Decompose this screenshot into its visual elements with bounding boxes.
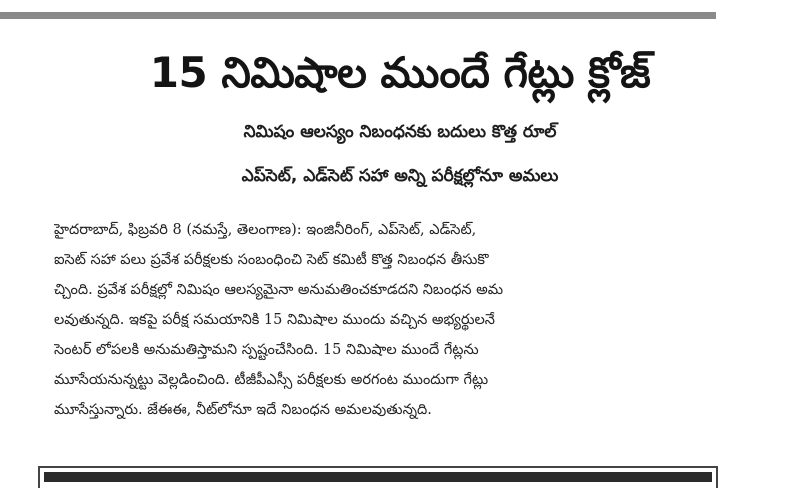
photo-frame-edge — [38, 466, 718, 488]
body-line: సెంటర్ లోపలకి అనుమతిస్తామని స్పష్టంచేసింది. 15 నిమిషాల ముందే గేట్లను — [54, 342, 479, 358]
article-body — [54, 215, 718, 425]
body-line: హైదరాబాద్, ఫిబ్రవరి 8 (నమస్తే, తెలంగాణ): ఇంజినీరింగ్, ఎప్‌సెట్, ఎడ్‌సెట్, — [54, 222, 477, 238]
body-line: లవుతున్నది. ఇకపై పరీక్ష సమయానికి 15 నిమిషాల ముందు వచ్చిన అభ్యర్థులనే — [54, 312, 495, 328]
body-line: మూసేయనున్నట్టు వెల్లడించింది. టీజీపీఎస్సీ పరీక్షలకు అరగంట ముందుగా గేట్లు — [54, 372, 489, 388]
headline: 15 నిమిషాల ముందే గేట్లు క్లోజ్ — [149, 48, 651, 97]
body-line: మూసేస్తున్నారు. జేఈఈ, నీట్‌లోనూ ఇదే నిబంధన అమలవుతున్నది. — [54, 402, 432, 418]
subheading-2: ఎప్‌సెట్, ఎడ్‌సెట్ సహా అన్ని పరీక్షల్లోనూ అమలు — [241, 166, 559, 186]
top-divider-rule — [0, 12, 716, 19]
body-line: చ్చింది. ప్రవేశ పరీక్షల్లో నిమిషం ఆలస్యమైనా అనుమతించకూడదని నిబంధన అమ — [54, 282, 504, 298]
photo-top-strip — [44, 472, 712, 482]
subheading-1: నిమిషం ఆలస్యం నిబంధనకు బదులు కొత్త రూల్ — [243, 122, 557, 142]
body-line: ఐసెట్ సహా పలు ప్రవేశ పరీక్షలకు సంబంధించి సెట్ కమిటీ కొత్త నిబంధన తీసుకొ — [54, 252, 489, 268]
